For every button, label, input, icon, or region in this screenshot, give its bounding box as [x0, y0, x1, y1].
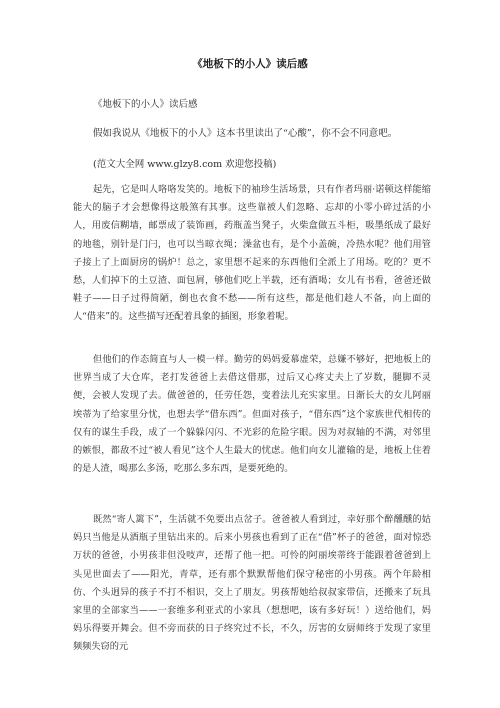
body-paragraph-3: 既然“寄人篱下”，生活就不免要出点岔子。爸爸被人看到过，幸好那个醉醺醺的姑妈只当他是从酒瓶子里钻出来的。后来小男孩也看到了正在“借”杯子的爸爸，面对惊恐万状的爸爸，小男孩非但没吱声，还帮了他一把。可怜的阿丽埃蒂终于能跟着爸爸到上头见世面去了——阳光，青草，还有那个默默帮他们保守秘密的小男孩。两个年龄相仿、个头迥异的孩子不打不相识，交上了朋友。男孩帮她给叔叔家带信，还搬来了玩具家里的全部家当——一套维多利亚式的小家具（想想吧，该有多好玩！）送给他们，妈妈乐得要开舞会。但不旁而获的日子终究过不长，不久，厉害的女厨师终于发现了家里频频失窃的元: [73, 514, 431, 653]
document-title: 《地板下的小人》读后感: [192, 58, 308, 70]
document-subtitle: 《地板下的小人》读后感: [93, 99, 198, 110]
intro-paragraph: 假如我说从《地板下的小人》这本书里读出了“心酸”，你不会不同意吧。: [93, 128, 398, 139]
source-note: (范文大全网 www.glzy8.com 欢迎您投稿): [93, 159, 277, 170]
body-paragraph-2: 但他们的作态简直与人一模一样。勤劳的妈妈爱慕虚荣，总嫌不够好，把地板上的世界当成了大仓库，老打发爸爸上去借这借那，过后又心疼丈夫上了岁数，腿脚不灵便，会被人发现了去。做爸爸的，任劳任怨，变着法儿充实家里。日渐长大的女儿阿丽埃蒂为了给家里分忧，也想去学“借东西”。但面对孩子，“借东西”这个家族世代相传的仅有的谋生手段，成了一个躲躲闪闪、不光彩的危险字眼。因为对叔轴的不满，对邻里的嫉恨，都敌不过“被人看见”这个人生最大的忧虑。他们向女儿灌输的是，地板上住着的是人渣，喝那么多汤，吃那么多东西，是要死绝的。: [73, 354, 431, 475]
body-paragraph-1: 起先，它是叫人咯咯发笑的。地板下的袖珍生活场景，只有作者玛丽·诺顿这样能缩能大的脑子才会想像得这般煞有其事。这些靠被人们忽略、忘却的小零小碎过活的小人，用废信糊墙，邮票成了装饰画，药瓶盖当凳子，火柴盒做五斗柜，吸墨纸成了最好的地毯，别针是门闩，也可以当晾衣绳；澡盆也有，是个小盖碗，冷热水呢？他们用管子接上了上面厨房的锅炉！总之，家里想不起来的东西他们全派上了用场。吃的？更不愁，人们掉下的土豆渣、面包屑，够他们吃上半载，还有酒喝；女儿有书看，爸爸还做鞋子——日子过得简陋，倒也衣食不愁——所有这些，都是他们趁人不备，向上面的人“借来”的。这些描写还配着具象的插图，形象着呢。: [73, 184, 431, 323]
